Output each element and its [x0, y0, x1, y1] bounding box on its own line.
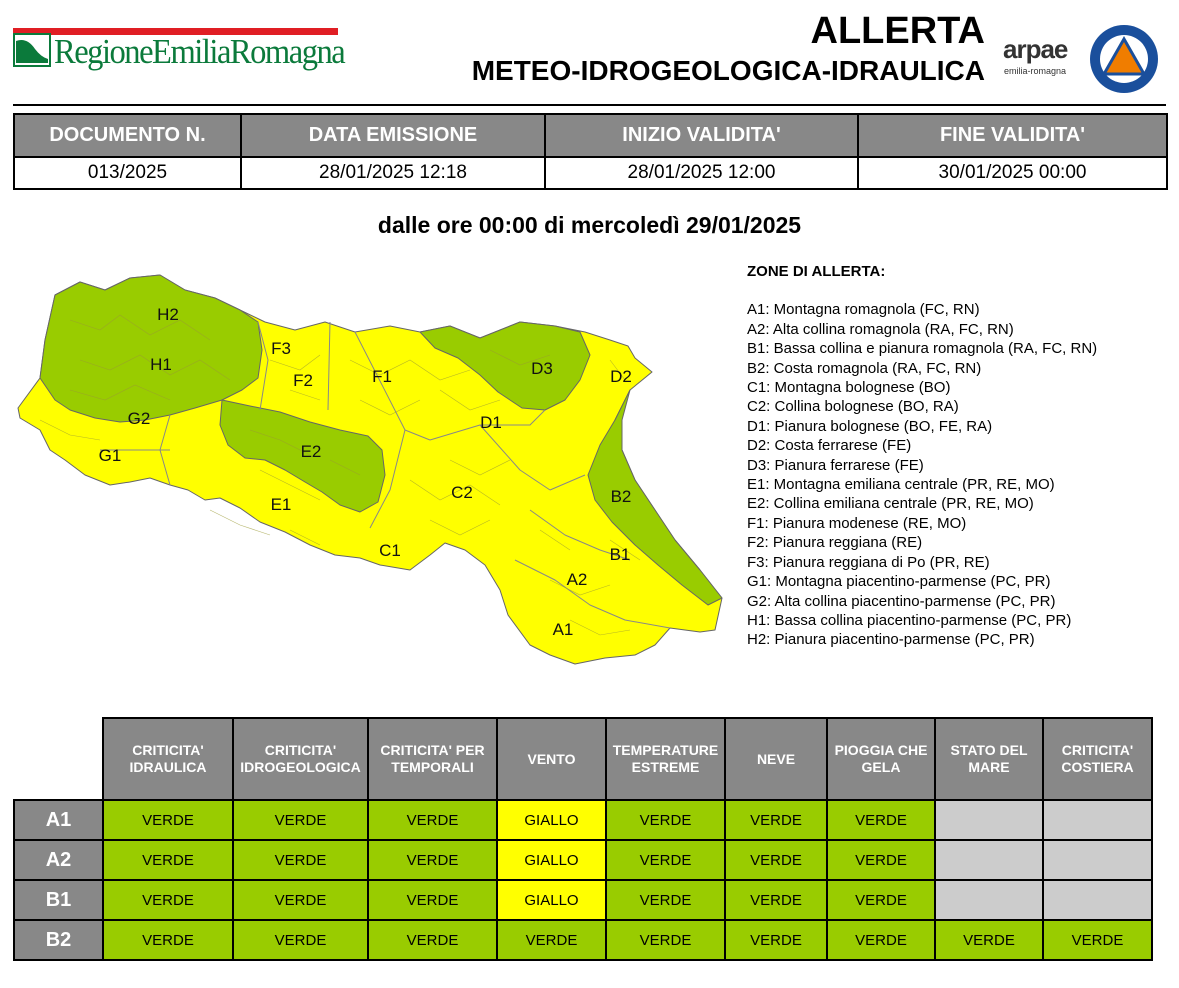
legend-item: B1: Bassa collina e pianura romagnola (RA, FC, RN)	[747, 340, 1098, 358]
row-zone-label: A2	[14, 840, 103, 880]
alert-cell-na	[1043, 840, 1152, 880]
alert-cell: VERDE	[827, 840, 935, 880]
map-label-G1: G1	[98, 446, 122, 465]
alert-cell: VERDE	[368, 840, 497, 880]
alert-cell-na	[935, 840, 1043, 880]
map-label-F1: F1	[372, 367, 392, 386]
alert-cell: GIALLO	[497, 840, 606, 880]
map-label-F3: F3	[271, 339, 291, 358]
legend-item: G2: Alta collina piacentino-parmense (PC, PR)	[747, 592, 1056, 610]
alert-cell: VERDE	[827, 800, 935, 840]
doc-number: 013/2025	[14, 157, 241, 189]
map-label-D2: D2	[610, 367, 632, 386]
validity-date-line: dalle ore 00:00 di mercoledì 29/01/2025	[377, 212, 802, 238]
map-label-B2: B2	[610, 487, 632, 506]
table-row	[14, 840, 1152, 880]
alert-cell: VERDE	[606, 880, 725, 920]
col-header-idraulica: CRITICITA' IDRAULICA	[103, 718, 233, 800]
doc-emission-date: 28/01/2025 12:18	[241, 157, 545, 189]
doc-header-number: DOCUMENTO N.	[14, 114, 241, 157]
document-info-table	[13, 113, 1168, 190]
map-label-H2: H2	[157, 305, 179, 324]
table-row	[14, 800, 1152, 840]
alert-cell: VERDE	[368, 800, 497, 840]
col-header-temperature: TEMPERATURE ESTREME	[606, 718, 725, 800]
map-label-H1: H1	[150, 355, 172, 374]
legend-item: F3: Pianura reggiana di Po (PR, RE)	[747, 553, 990, 571]
protezione-civile-seal-icon	[1089, 24, 1159, 94]
title-meteo: METEO-IDROGEOLOGICA-IDRAULICA	[471, 55, 985, 86]
region-flag-icon	[13, 33, 51, 67]
legend-item: D1: Pianura bolognese (BO, FE, RA)	[747, 417, 993, 435]
alert-cell: VERDE	[606, 840, 725, 880]
legend-item: C1: Montagna bolognese (BO)	[747, 379, 951, 397]
alert-cell: VERDE	[103, 920, 233, 960]
alert-cell: VERDE	[103, 800, 233, 840]
col-header-temporali: CRITICITA' PER TEMPORALI	[368, 718, 497, 800]
alert-cell: VERDE	[368, 920, 497, 960]
map-label-A2: A2	[566, 570, 588, 589]
col-header-pioggia-gela: PIOGGIA CHE GELA	[827, 718, 935, 800]
alert-cell: VERDE	[497, 920, 606, 960]
legend-item: E1: Montagna emiliana centrale (PR, RE, MO)	[747, 476, 1055, 494]
legend-item: D2: Costa ferrarese (FE)	[747, 437, 912, 455]
row-zone-label: A1	[14, 800, 103, 840]
map-label-E1: E1	[270, 495, 292, 514]
alert-cell: VERDE	[233, 840, 368, 880]
table-row	[14, 920, 1152, 960]
alert-cell: VERDE	[725, 800, 827, 840]
alert-cell: VERDE	[606, 800, 725, 840]
alert-cell: VERDE	[725, 880, 827, 920]
alert-cell: VERDE	[935, 920, 1043, 960]
doc-header-start: INIZIO VALIDITA'	[545, 114, 858, 157]
doc-header-end: FINE VALIDITA'	[858, 114, 1167, 157]
alert-cell: VERDE	[233, 880, 368, 920]
col-header-costiera: CRITICITA' COSTIERA	[1043, 718, 1152, 800]
legend-item: D3: Pianura ferrarese (FE)	[747, 456, 924, 474]
alert-cell: VERDE	[103, 880, 233, 920]
map-label-D3: D3	[531, 359, 553, 378]
row-zone-label: B1	[14, 880, 103, 920]
alert-cell: VERDE	[827, 880, 935, 920]
legend-item: A2: Alta collina romagnola (RA, FC, RN)	[747, 320, 1014, 338]
title-allerta: ALLERTA	[810, 10, 985, 52]
alert-levels-table	[13, 717, 1153, 961]
legend-item: C2: Collina bolognese (BO, RA)	[747, 398, 959, 416]
table-row	[14, 880, 1152, 920]
alert-cell: VERDE	[725, 920, 827, 960]
alert-cell: VERDE	[368, 880, 497, 920]
alert-cell: VERDE	[725, 840, 827, 880]
alert-cell: GIALLO	[497, 880, 606, 920]
doc-start-date: 28/01/2025 12:00	[545, 157, 858, 189]
alert-cell: VERDE	[103, 840, 233, 880]
map-label-D1: D1	[480, 413, 502, 432]
legend-item: B2: Costa romagnola (RA, FC, RN)	[747, 359, 982, 377]
col-header-idrogeologica: CRITICITA' IDROGEOLOGICA	[233, 718, 368, 800]
alert-cell: VERDE	[233, 800, 368, 840]
alert-cell: GIALLO	[497, 800, 606, 840]
legend-title: ZONE DI ALLERTA:	[747, 263, 886, 280]
legend-item: G1: Montagna piacentino-parmense (PC, PR)	[747, 573, 1051, 591]
legend-item: F1: Pianura modenese (RE, MO)	[747, 514, 967, 532]
alert-cell: VERDE	[1043, 920, 1152, 960]
legend-item: H1: Bassa collina piacentino-parmense (PC, PR)	[747, 611, 1072, 629]
legend-item: A1: Montagna romagnola (FC, RN)	[747, 301, 980, 319]
map-label-G2: G2	[127, 409, 151, 428]
doc-end-date: 30/01/2025 00:00	[858, 157, 1167, 189]
header-divider	[13, 104, 1166, 106]
alert-table-corner	[14, 718, 103, 800]
map-label-C1: C1	[379, 541, 401, 560]
legend-item: E2: Collina emiliana centrale (PR, RE, MO)	[747, 495, 1034, 513]
alert-cell: VERDE	[233, 920, 368, 960]
map-label-E2: E2	[300, 442, 322, 461]
alert-cell-na	[1043, 880, 1152, 920]
zone-legend	[747, 262, 1167, 650]
alert-cell-na	[935, 880, 1043, 920]
map-label-C2: C2	[451, 483, 473, 502]
alert-cell: VERDE	[827, 920, 935, 960]
legend-item: F2: Pianura reggiana (RE)	[747, 534, 923, 552]
col-header-neve: NEVE	[725, 718, 827, 800]
alert-zone-map	[10, 260, 730, 670]
alert-cell: VERDE	[606, 920, 725, 960]
alert-cell-na	[1043, 800, 1152, 840]
region-logo-text: RegioneEmiliaRomagna	[54, 32, 345, 71]
map-label-A1: A1	[552, 620, 574, 639]
col-header-vento: VENTO	[497, 718, 606, 800]
arpae-logo	[1003, 34, 1079, 78]
alert-cell-na	[935, 800, 1043, 840]
legend-item: H2: Pianura piacentino-parmense (PC, PR)	[747, 631, 1035, 649]
map-label-F2: F2	[293, 371, 313, 390]
col-header-stato-mare: STATO DEL MARE	[935, 718, 1043, 800]
doc-header-emission: DATA EMISSIONE	[241, 114, 545, 157]
arpae-logo-subtext: emilia-romagna	[1004, 66, 1067, 76]
row-zone-label: B2	[14, 920, 103, 960]
arpae-logo-text: arpae	[1003, 34, 1068, 64]
map-label-B1: B1	[609, 545, 631, 564]
